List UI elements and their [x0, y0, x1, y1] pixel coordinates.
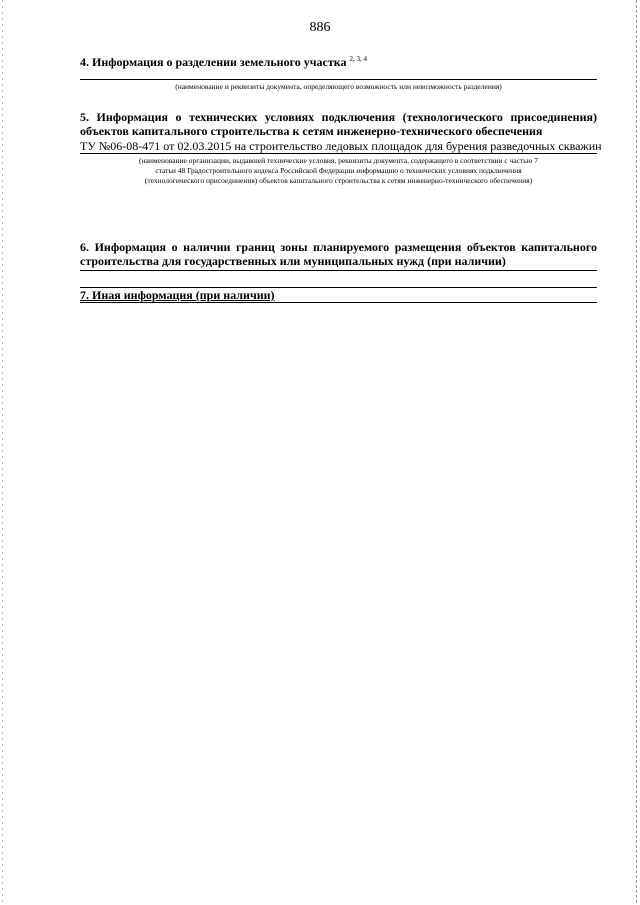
section-4: [80, 52, 597, 92]
section-5: [80, 110, 602, 186]
section-4-fill-line: [80, 79, 597, 80]
section-5-caption-line-1: (наименование организации, выдавшей технические условия, реквизиты документа, содержащего в соответствии с частью 7: [139, 156, 538, 165]
section-4-title: 4. Информация о разделении земельного участка $^{2, 3, 4}$: [80, 55, 367, 69]
scan-edge-right: [636, 0, 637, 905]
section-7: [80, 288, 597, 303]
section-6: [80, 240, 597, 288]
section-5-fill-line: [80, 153, 597, 154]
section-5-caption-line-2: статьи 48 Градостроительного кодекса Российской Федерации информацию о технических условиях подключения: [155, 166, 522, 175]
section-6-fill-line-1: [80, 270, 597, 271]
section-4-caption: (наименование и реквизиты документа, определяющего возможность или невозможность разделения): [175, 82, 502, 91]
section-5-caption-line-3: (технологического присоединения) объектов капитального строительства к сетям инженерно-технического обеспечения): [144, 176, 533, 185]
section-5-value: ТУ №06-08-471 от 02.03.2015 на строительство ледовых площадок для бурения разведочных скважин: [80, 139, 602, 153]
page-number: 886: [309, 20, 331, 35]
scan-edge-left: [2, 0, 3, 905]
section-6-title: 6. Информация о наличии границ зоны планируемого размещения объектов капитального строительства для государственных или муниципальных нужд (при наличии): [80, 240, 597, 268]
section-4-footnotes: 2, 3, 4: [349, 55, 367, 63]
section-7-fill-line: [80, 302, 597, 303]
section-5-title: 5. Информация о технических условиях подключения (технологического присоединения) объектов капитального строительства к сетям инженерно-технического обеспечения: [80, 110, 597, 138]
section-7-title: 7. Иная информация (при наличии): [80, 288, 275, 302]
